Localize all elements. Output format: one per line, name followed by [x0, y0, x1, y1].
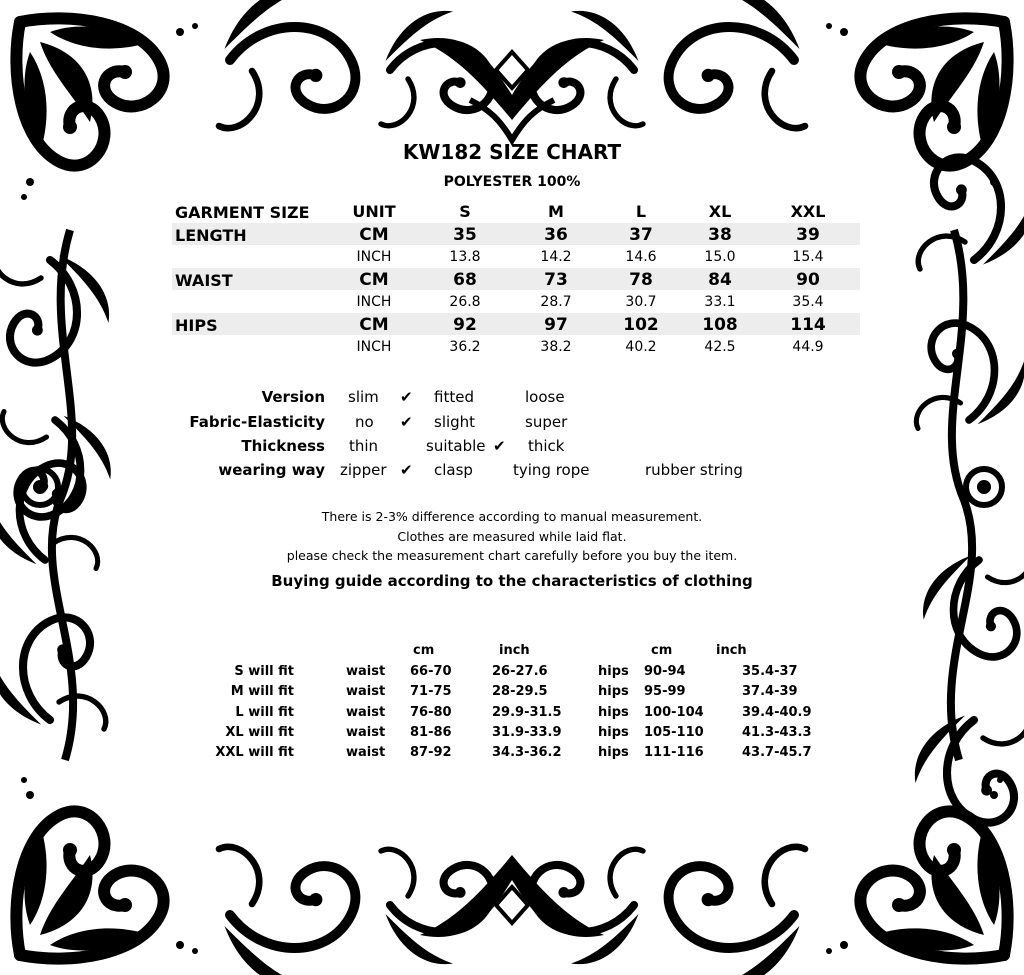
waist-label: waist: [346, 705, 386, 720]
hips-cm: 105-110: [644, 725, 704, 740]
waist-cm: 66-70: [410, 664, 452, 679]
row-label-waist: WAIST: [175, 271, 233, 290]
hips-inch: 43.7-45.7: [742, 745, 812, 760]
note-line: There is 2-3% difference according to manual measurement.: [321, 509, 703, 524]
hips-inch: 39.4-40.9: [742, 705, 812, 720]
value-cell: 37: [629, 225, 653, 245]
attr-option: slight: [434, 413, 476, 431]
value-cell: 78: [629, 270, 653, 290]
hips-inch: 35.4-37: [742, 664, 798, 679]
hips-label: hips: [598, 684, 629, 699]
attr-option: loose: [525, 388, 565, 406]
row-band-waist: [172, 268, 860, 290]
header-unit: UNIT: [352, 202, 396, 221]
material-label: POLYESTER 100%: [443, 174, 581, 190]
header-size-l: L: [635, 202, 647, 221]
unit-inch: INCH: [356, 249, 392, 265]
value-cell: 39: [796, 225, 820, 245]
unit-cm: CM: [359, 315, 389, 335]
attr-option: tying rope: [513, 461, 590, 479]
value-cell: 30.7: [625, 294, 657, 310]
fit-size-label: S will fit: [234, 664, 294, 679]
attr-label-version: Version: [261, 388, 325, 406]
value-cell: 92: [453, 315, 477, 335]
waist-label: waist: [346, 664, 386, 679]
value-cell: 73: [544, 270, 568, 290]
attr-label-wearing-way: wearing way: [218, 461, 325, 479]
waist-inch: 31.9-33.9: [492, 725, 562, 740]
unit-cm: CM: [359, 225, 389, 245]
row-band-length: [172, 223, 860, 245]
check-mark-icon: ✔: [400, 413, 413, 431]
attr-option: slim: [348, 388, 379, 406]
hips-cm: 100-104: [644, 705, 704, 720]
header-garment-size: GARMENT SIZE: [175, 203, 310, 222]
header-size-s: S: [459, 202, 471, 221]
row-label-hips: HIPS: [175, 316, 218, 335]
attr-option: zipper: [340, 461, 387, 479]
hips-label: hips: [598, 705, 629, 720]
value-cell: 40.2: [625, 339, 657, 355]
attr-label-elasticity: Fabric-Elasticity: [189, 413, 325, 431]
unit-cm: CM: [359, 270, 389, 290]
value-cell: 38: [708, 225, 732, 245]
col-header-inch: inch: [716, 643, 747, 658]
check-mark-icon: ✔: [400, 388, 413, 406]
hips-cm: 111-116: [644, 745, 704, 760]
attr-option: fitted: [434, 388, 474, 406]
header-size-xxl: XXL: [790, 202, 826, 221]
value-cell: 68: [453, 270, 477, 290]
hips-label: hips: [598, 745, 629, 760]
waist-cm: 71-75: [410, 684, 452, 699]
attr-option: clasp: [434, 461, 473, 479]
value-cell: 15.4: [792, 249, 824, 265]
value-cell: 44.9: [792, 339, 824, 355]
value-cell: 42.5: [704, 339, 736, 355]
value-cell: 14.6: [625, 249, 657, 265]
row-label-length: LENGTH: [175, 226, 247, 245]
hips-cm: 90-94: [644, 664, 686, 679]
col-header-cm: cm: [413, 643, 435, 658]
attr-option: thick: [528, 437, 565, 455]
check-mark-icon: ✔: [400, 461, 413, 479]
value-cell: 84: [708, 270, 732, 290]
value-cell: 36: [544, 225, 568, 245]
waist-cm: 81-86: [410, 725, 452, 740]
value-cell: 102: [623, 315, 659, 335]
waist-inch: 34.3-36.2: [492, 745, 562, 760]
attr-option: super: [525, 413, 568, 431]
attr-option: no: [355, 413, 374, 431]
value-cell: 14.2: [540, 249, 572, 265]
buying-guide-title: Buying guide according to the characteristics of clothing: [271, 572, 753, 590]
value-cell: 35: [453, 225, 477, 245]
value-cell: 26.8: [449, 294, 481, 310]
waist-label: waist: [346, 725, 386, 740]
value-cell: 35.4: [792, 294, 824, 310]
note-line: please check the measurement chart carefully before you buy the item.: [286, 548, 738, 563]
hips-label: hips: [598, 664, 629, 679]
note-line: Clothes are measured while laid flat.: [397, 529, 627, 544]
header-size-m: M: [548, 202, 564, 221]
unit-inch: INCH: [356, 294, 392, 310]
value-cell: 114: [790, 315, 826, 335]
header-size-xl: XL: [708, 202, 732, 221]
hips-label: hips: [598, 725, 629, 740]
value-cell: 28.7: [540, 294, 572, 310]
fit-size-label: L will fit: [235, 705, 294, 720]
value-cell: 33.1: [704, 294, 736, 310]
value-cell: 38.2: [540, 339, 572, 355]
hips-inch: 37.4-39: [742, 684, 798, 699]
col-header-cm: cm: [651, 643, 673, 658]
value-cell: 108: [702, 315, 738, 335]
waist-inch: 26-27.6: [492, 664, 548, 679]
fit-size-label: XXL will fit: [215, 745, 294, 760]
hips-cm: 95-99: [644, 684, 686, 699]
value-cell: 13.8: [449, 249, 481, 265]
attr-option: thin: [349, 437, 379, 455]
fit-size-label: M will fit: [230, 684, 294, 699]
chart-title: KW182 SIZE CHART: [402, 140, 622, 164]
col-header-inch: inch: [499, 643, 530, 658]
unit-inch: INCH: [356, 339, 392, 355]
waist-inch: 29.9-31.5: [492, 705, 562, 720]
waist-cm: 76-80: [410, 705, 452, 720]
value-cell: 97: [544, 315, 568, 335]
waist-label: waist: [346, 684, 386, 699]
hips-inch: 41.3-43.3: [742, 725, 812, 740]
value-cell: 15.0: [704, 249, 736, 265]
fit-size-label: XL will fit: [225, 725, 294, 740]
waist-cm: 87-92: [410, 745, 452, 760]
waist-label: waist: [346, 745, 386, 760]
value-cell: 90: [796, 270, 820, 290]
waist-inch: 28-29.5: [492, 684, 548, 699]
check-mark-icon: ✔: [493, 437, 506, 455]
attr-option: rubber string: [645, 461, 743, 479]
attr-option: suitable: [426, 437, 486, 455]
value-cell: 36.2: [449, 339, 481, 355]
row-band-hips: [172, 313, 860, 335]
attr-label-thickness: Thickness: [241, 437, 325, 455]
